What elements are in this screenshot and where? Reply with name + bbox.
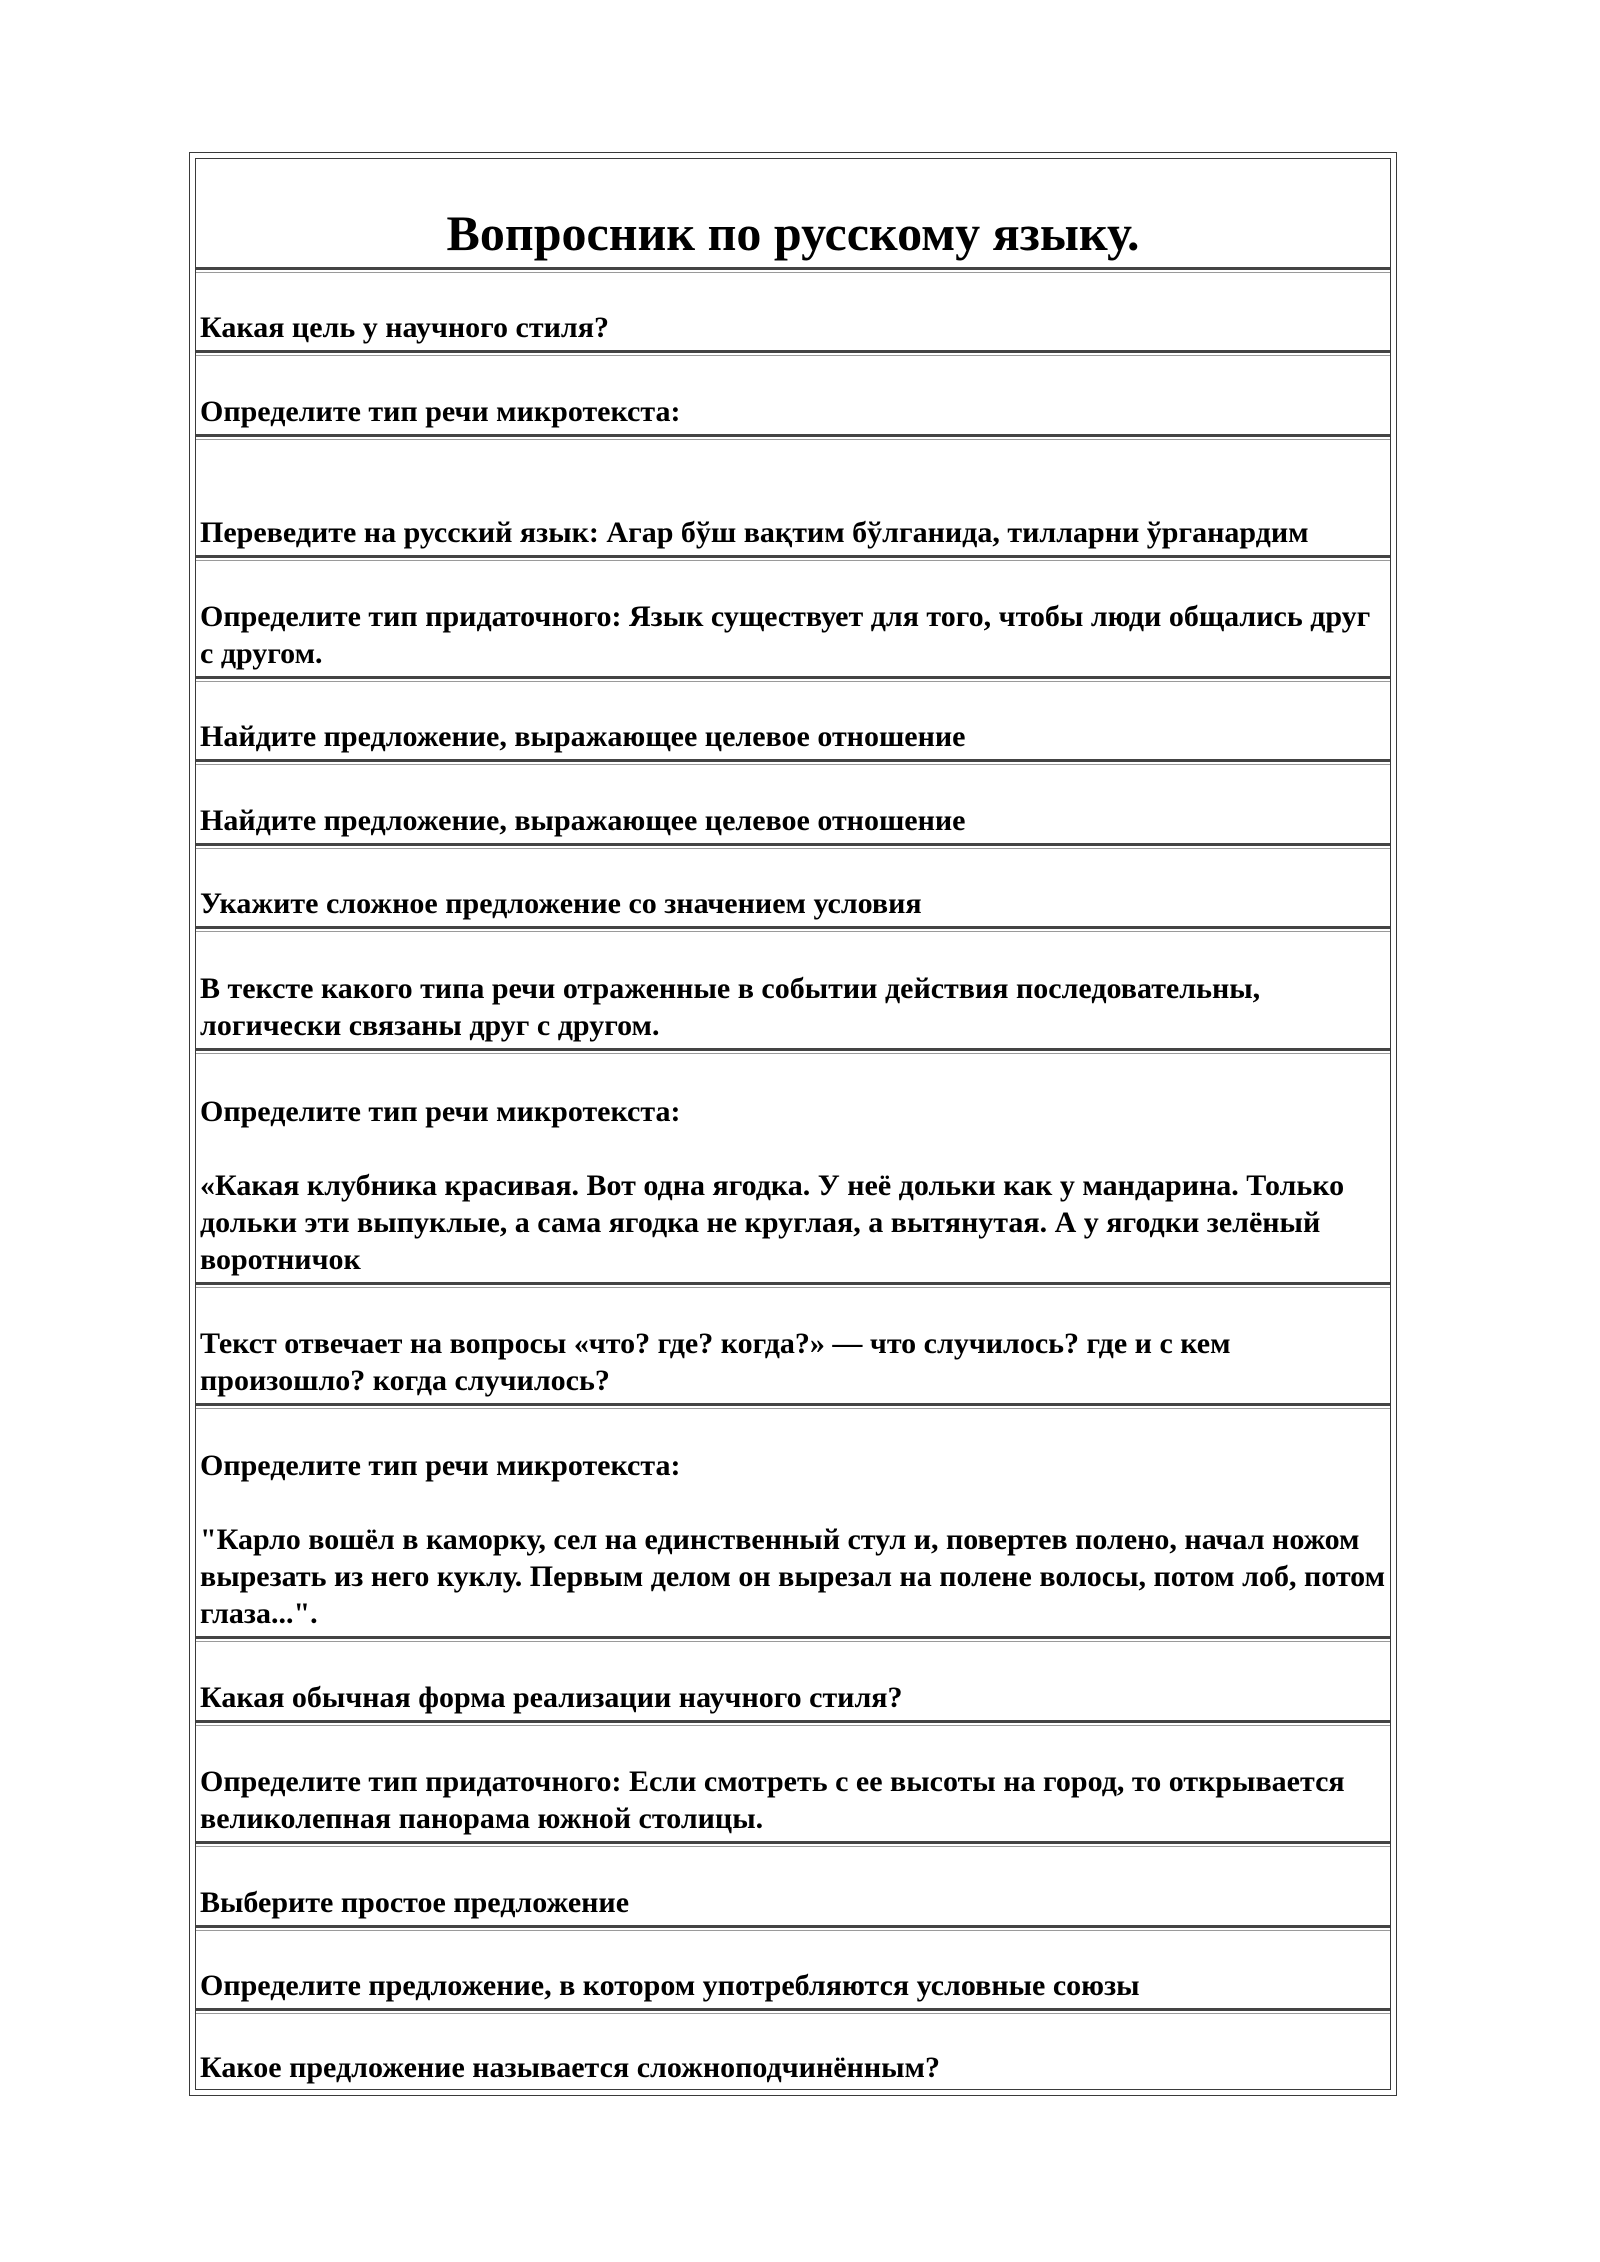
table-row xyxy=(196,1723,1390,1844)
question-text: Определите тип речи микротекста: xyxy=(200,1449,681,1482)
question-text: Определите тип речи микротекста: xyxy=(200,1095,681,1128)
table-row xyxy=(196,1928,1390,2011)
quoted-microtext: «Какая клубника красивая. Вот одна ягодка. У неё дольки как у мандарина. Только дольки эти выпуклые, а сама ягодка не круглая, а вытянутая. А у ягодки зелёный воротничок xyxy=(200,1169,1345,1276)
table-row xyxy=(196,2011,1390,2090)
question-text: Какая обычная форма реализации научного стиля? xyxy=(200,1681,903,1714)
question-text: В тексте какого типа речи отраженные в событии действия последовательны, логически связаны друг с другом. xyxy=(200,972,1261,1042)
question-text: Определите тип речи микротекста: xyxy=(200,395,681,428)
question-text: Найдите предложение, выражающее целевое отношение xyxy=(200,804,966,837)
table-row xyxy=(196,762,1390,846)
table-row xyxy=(196,353,1390,437)
question-text: Переведите на русский язык: Агар бўш вақтим бўлганида, тилларни ўрганардим xyxy=(200,516,1309,549)
table-row xyxy=(196,270,1390,353)
page-title: Вопросник по русскому языку. xyxy=(446,205,1140,261)
table-row xyxy=(196,1406,1390,1639)
question-text: Определите тип придаточного: Язык существует для того, чтобы люди общались друг с другом. xyxy=(200,600,1371,670)
question-text: Найдите предложение, выражающее целевое отношение xyxy=(200,720,966,753)
question-text: Определите предложение, в котором употребляются условные союзы xyxy=(200,1969,1140,2002)
title-row xyxy=(196,159,1390,270)
question-text: Текст отвечает на вопросы «что? где? когда?» — что случилось? где и с кем произошло? когда случилось? xyxy=(200,1327,1231,1397)
table-inner xyxy=(195,158,1391,2090)
question-text: Определите тип придаточного: Если смотреть с ее высоты на город, то открывается великолепная панорама южной столицы. xyxy=(200,1765,1345,1835)
quoted-microtext: "Карло вошёл в каморку, сел на единственный стул и, повертев полено, начал ножом вырезать из него куклу. Первым делом он вырезал на полене волосы, потом лоб, потом глаза...". xyxy=(200,1523,1386,1630)
question-text: Какая цель у научного стиля? xyxy=(200,311,609,344)
question-text: Выберите простое предложение xyxy=(200,1886,630,1919)
table-row xyxy=(196,1285,1390,1406)
table-row xyxy=(196,846,1390,929)
table-row xyxy=(196,679,1390,762)
table-row xyxy=(196,929,1390,1051)
table-row xyxy=(196,437,1390,558)
table-row xyxy=(196,558,1390,679)
questionnaire-table xyxy=(189,152,1397,2096)
question-text: Какое предложение называется сложноподчинённым? xyxy=(200,2051,940,2084)
table-row xyxy=(196,1639,1390,1723)
table-row xyxy=(196,1844,1390,1928)
question-text: Укажите сложное предложение со значением условия xyxy=(200,887,922,920)
table-row xyxy=(196,1051,1390,1285)
